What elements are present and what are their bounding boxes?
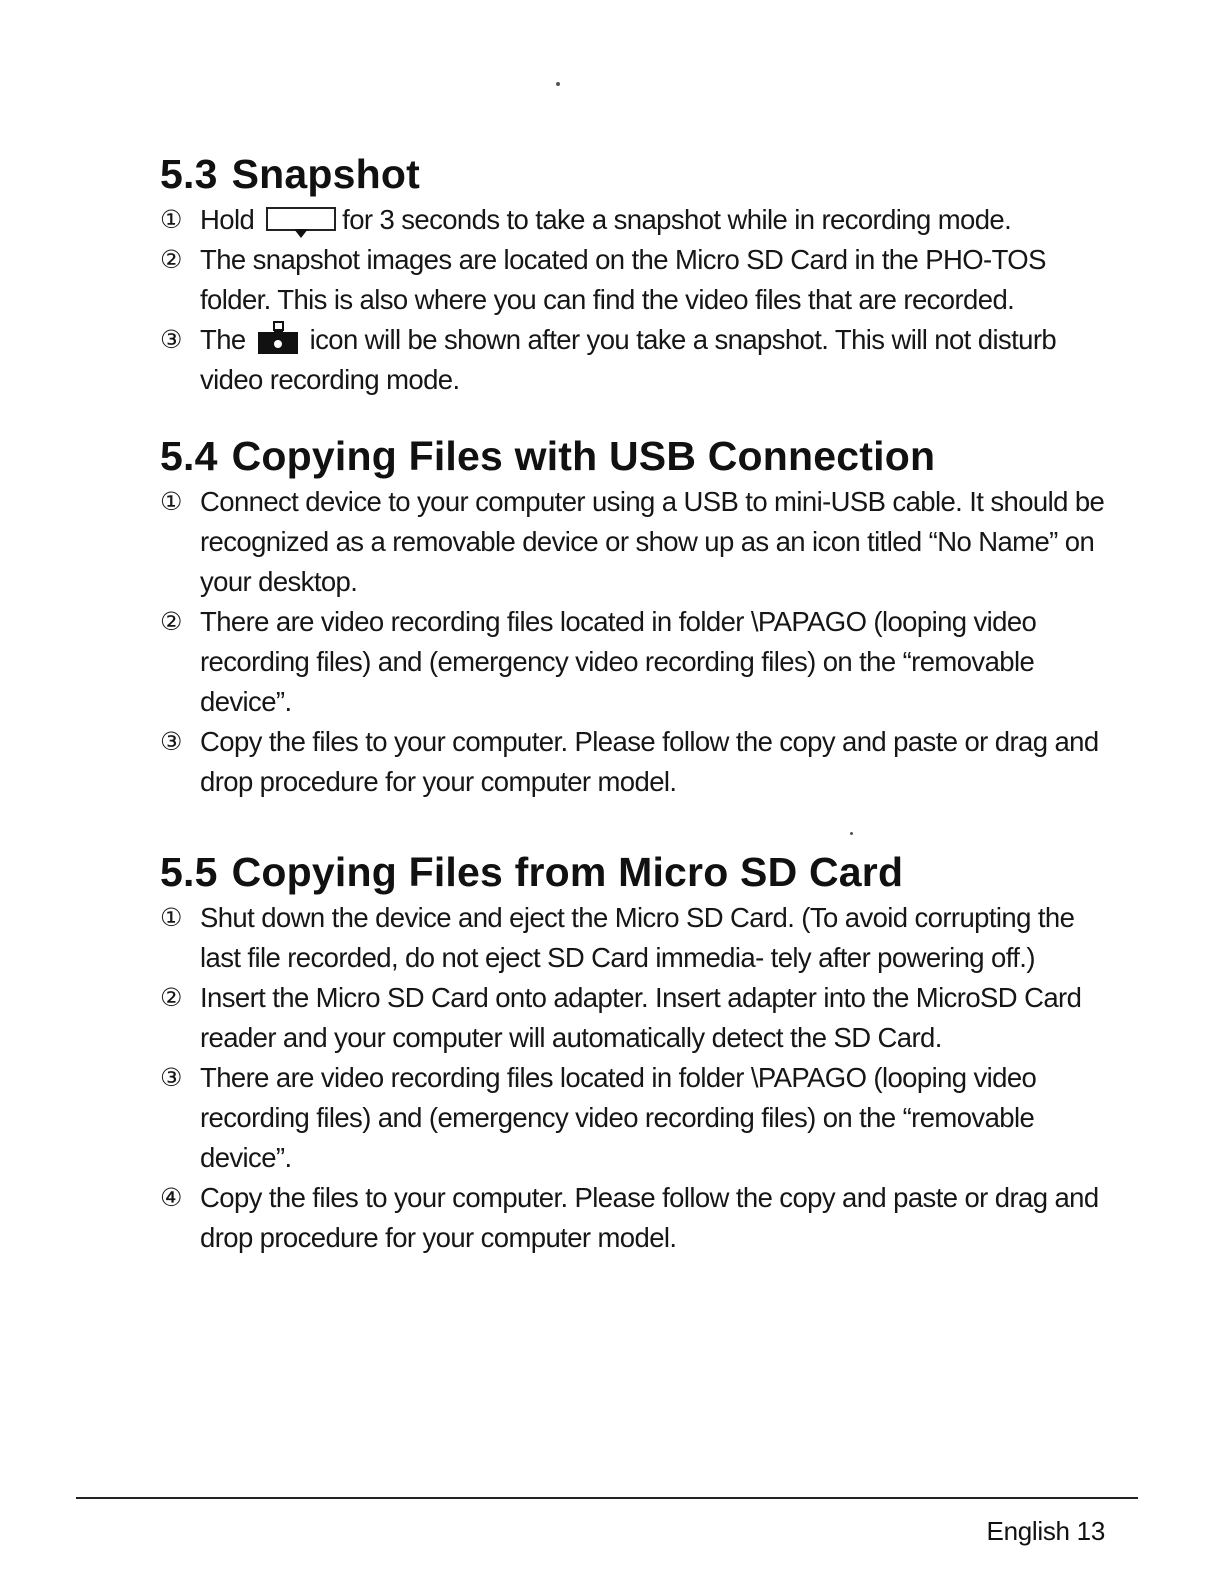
- step-text-after: for 3 seconds to take a snapshot while in recording mode.: [342, 204, 1012, 235]
- usb-steps: [160, 482, 1120, 802]
- step-text: Insert the Micro SD Card onto adapter. Insert adapter into the MicroSD Card reader and your computer will automatically detect the SD Card.: [200, 982, 1082, 1053]
- step-item: [160, 1178, 1120, 1258]
- step-text-after: icon will be shown after you take a snapshot. This will not disturb video recording mode.: [200, 324, 1057, 395]
- section-snapshot: [160, 150, 1120, 400]
- section-title: Copying Files with USB Connection: [231, 433, 936, 479]
- section-micro-sd: [160, 848, 1120, 1258]
- step-marker: ①: [160, 487, 182, 516]
- scan-speck: [850, 832, 853, 835]
- footer-language: English: [986, 1516, 1070, 1546]
- section-heading: [160, 848, 1120, 896]
- section-number: 5.5: [160, 849, 218, 895]
- step-text: There are video recording files located in folder \PAPAGO (looping video recording files) and (emergency video recording files) on the “removable device”.: [200, 1062, 1037, 1173]
- step-marker: ②: [160, 983, 182, 1012]
- step-item: [160, 320, 1120, 400]
- micro-sd-steps: [160, 898, 1120, 1258]
- snapshot-camera-icon: [254, 320, 302, 356]
- step-marker: ②: [160, 607, 182, 636]
- down-arrow-button-icon: [266, 207, 336, 231]
- step-item: [160, 240, 1120, 320]
- section-number: 5.4: [160, 433, 218, 479]
- page-footer: [987, 1514, 1105, 1548]
- section-usb-connection: [160, 432, 1120, 802]
- step-item: [160, 978, 1120, 1058]
- step-marker: ①: [160, 903, 182, 932]
- step-item: [160, 1058, 1120, 1178]
- step-text: The snapshot images are located on the Micro SD Card in the PHO-TOS folder. This is also where you can find the video files that are recorded.: [200, 244, 1046, 315]
- footer-divider: [76, 1497, 1138, 1499]
- step-item: [160, 898, 1120, 978]
- section-heading: [160, 432, 1120, 480]
- footer-page-number: 13: [1076, 1516, 1105, 1546]
- section-heading: [160, 150, 1120, 198]
- scan-speck: [556, 82, 560, 86]
- snapshot-steps: [160, 200, 1120, 400]
- step-item: [160, 482, 1120, 602]
- step-text: Connect device to your computer using a USB to mini-USB cable. It should be recognized as a removable device or show up as an icon titled “No Name” on your desktop.: [200, 486, 1105, 597]
- section-number: 5.3: [160, 151, 218, 197]
- step-text: Shut down the device and eject the Micro SD Card. (To avoid corrupting the last file recorded, do not eject SD Card immedia- tely after powering off.): [200, 902, 1075, 973]
- section-title: Copying Files from Micro SD Card: [231, 849, 904, 895]
- step-marker: ③: [160, 325, 182, 354]
- step-marker: ②: [160, 245, 182, 274]
- step-marker: ③: [160, 727, 182, 756]
- step-text: There are video recording files located in folder \PAPAGO (looping video recording files) and (emergency video recording files) on the “removable device”.: [200, 606, 1037, 717]
- step-item: [160, 200, 1120, 240]
- step-text: Copy the files to your computer. Please follow the copy and paste or drag and drop procedure for your computer model.: [200, 726, 1099, 797]
- step-text: Copy the files to your computer. Please follow the copy and paste or drag and drop procedure for your computer model.: [200, 1182, 1099, 1253]
- section-title: Snapshot: [231, 151, 420, 197]
- step-item: [160, 722, 1120, 802]
- step-marker: ①: [160, 205, 182, 234]
- step-item: [160, 602, 1120, 722]
- step-marker: ④: [160, 1183, 182, 1212]
- step-marker: ③: [160, 1063, 182, 1092]
- step-text: Hold: [200, 204, 255, 235]
- step-text: The: [200, 324, 246, 355]
